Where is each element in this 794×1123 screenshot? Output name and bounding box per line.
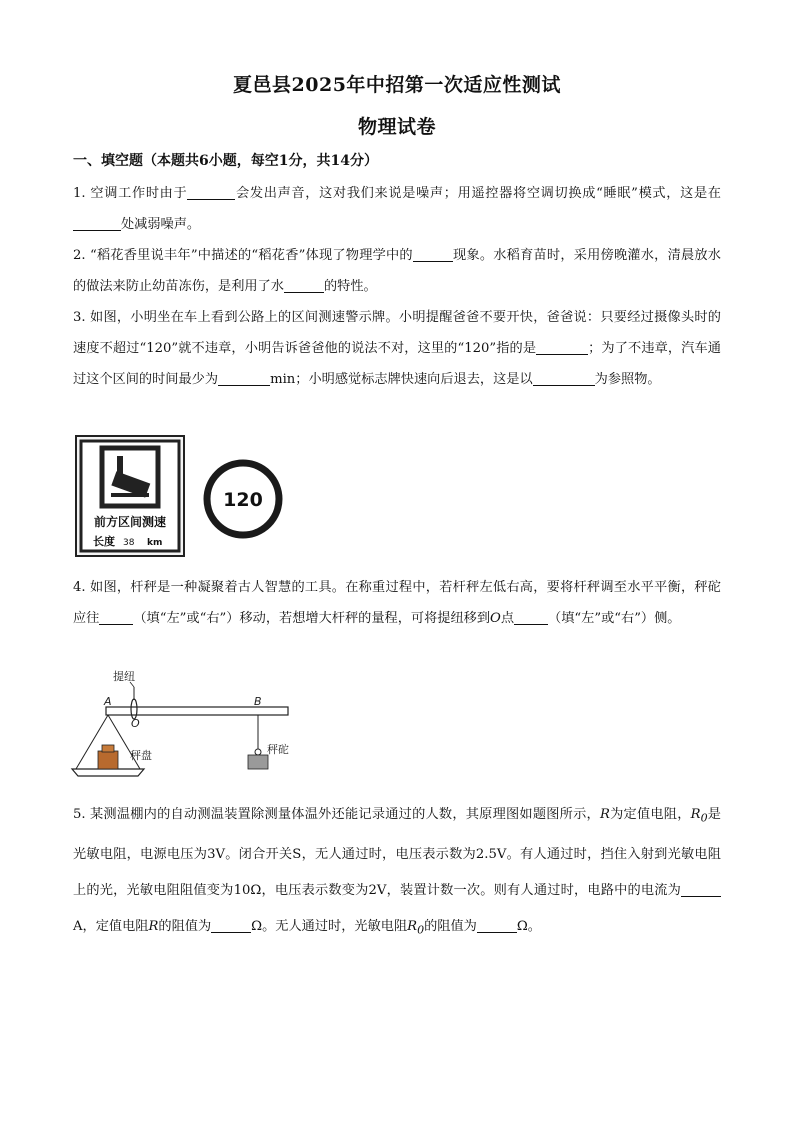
q5-blank-1[interactable] xyxy=(681,881,721,897)
q1-text-a: 1. 空调工作时由于 xyxy=(73,186,188,201)
q4-point-o: O xyxy=(490,611,501,626)
q1-text-b: 会发出声音，这对我们来说是噪声；用遥控器将空调切换成“睡眠”模式，这是在 xyxy=(235,186,721,201)
q4-blank-2[interactable] xyxy=(514,609,548,625)
q5-text-b: 为定值电阻， xyxy=(609,807,691,822)
q5-text-g: 的阻值为 xyxy=(424,918,477,934)
q4-text-a: 4. 如图，杆秤是一种凝聚着古人智慧的工具。在称重过程中，若杆秤左低右高，要将杆秤调至水平平衡，秤砣应往 xyxy=(73,580,721,626)
speed-limit-value: 120 xyxy=(223,489,263,511)
sign-text-length-label: 长度 xyxy=(93,535,115,548)
q5-symbol-r0-2: $R_0$ xyxy=(407,918,425,937)
sign-text-length-unit: km xyxy=(147,538,163,548)
q3-blank-3[interactable] xyxy=(533,370,595,386)
q2-text-a: 2. “稻花香里说丰年”中描述的“稻花香”体现了物理学中的 xyxy=(73,248,413,263)
label-weight: 秤砣 xyxy=(267,743,289,756)
q5-blank-3[interactable] xyxy=(477,917,517,933)
steelyard-figure xyxy=(68,665,303,783)
q3-text-c: min；小明感觉标志牌快速向后退去，这是以 xyxy=(270,372,533,387)
steelyard-weight xyxy=(248,755,268,769)
sign-text-length-value: 38 xyxy=(123,538,135,548)
exam-subtitle: 物理试卷 xyxy=(357,116,436,138)
label-b: B xyxy=(254,695,262,708)
q2-blank-2[interactable] xyxy=(284,277,324,293)
q1-blank-2[interactable] xyxy=(73,215,121,231)
question-1 xyxy=(73,178,721,240)
q2-text-c: 的特性。 xyxy=(324,279,377,294)
q4-text-d: （填“左”或“右”）侧。 xyxy=(548,611,681,626)
q5-text-h: Ω。 xyxy=(516,918,541,934)
q5-symbol-r0: $R_0$ xyxy=(690,807,708,825)
q2-text-b: 现象。水稻育苗时，采用傍晚灌水，清晨放水的做法来防止幼苗冻伤，是利用了水 xyxy=(73,248,721,294)
question-3 xyxy=(73,302,721,395)
q3-blank-1[interactable] xyxy=(536,339,588,355)
q5-symbol-r-2: R xyxy=(148,918,159,934)
steelyard-beam xyxy=(106,707,288,715)
q5-blank-2[interactable] xyxy=(211,917,251,933)
speed-camera-sign-figure xyxy=(75,435,185,557)
label-a: A xyxy=(104,695,112,708)
scale-pan xyxy=(72,769,144,776)
sign-text-line1: 前方区间测速 xyxy=(93,515,167,529)
q1-blank-1[interactable] xyxy=(187,184,235,200)
q3-text-d: 为参照物。 xyxy=(594,372,661,387)
exam-title: 夏邑县2025年中招第一次适应性测试 xyxy=(233,74,561,96)
q3-blank-2[interactable] xyxy=(218,370,270,386)
q1-text-c: 处减弱噪声。 xyxy=(121,217,201,232)
q4-text-b: （填“左”或“右”）移动，若想增大杆秤的量程，可将提纽移到 xyxy=(133,611,491,626)
question-4 xyxy=(73,572,721,634)
q4-text-c: 点 xyxy=(500,611,515,626)
q2-blank-1[interactable] xyxy=(413,246,453,262)
q4-blank-1[interactable] xyxy=(99,609,133,625)
question-5 xyxy=(73,797,721,948)
speed-limit-sign-figure xyxy=(203,459,283,539)
q3-text-a: 3. 如图，小明坐在车上看到公路上的区间测速警示牌。小明提醒爸爸不要开快，爸爸说：只要经过摄像头时的速度不超过“120”就不违章，小明告诉爸爸他的说法不对，这里的“120”指的是 xyxy=(73,310,721,356)
label-pan: 秤盘 xyxy=(130,749,152,762)
q5-text-c: 是光敏电阻，电源电压为3V。闭合开关S，无人通过时，电压表示数为2.5V。有人通过时，挡住入射到光敏电阻上的光，光敏电阻阻值变为10Ω，电压表示数变为2V，装置计数一次。则有人通过时，电路中的电流为 xyxy=(73,807,721,898)
q5-text-a: 5. 某测温棚内的自动测温装置除测量体温外还能记录通过的人数，其原理图如题图所示， xyxy=(73,807,600,822)
q3-text-b: ；为了不违章，汽车通过这个区间的时间最少为 xyxy=(73,341,721,387)
section-heading: 一、填空题（本题共6小题，每空1分，共14分） xyxy=(73,153,378,169)
q5-text-f: Ω。无人通过时，光敏电阻 xyxy=(251,918,408,934)
q5-text-e: 的阻值为 xyxy=(158,918,212,934)
label-o: O xyxy=(131,717,140,730)
q5-symbol-r: R xyxy=(599,807,610,822)
pan-object xyxy=(98,751,118,769)
q5-text-d: A，定值电阻 xyxy=(73,918,149,934)
label-tinu: 提纽 xyxy=(113,670,135,683)
question-2 xyxy=(73,240,721,302)
